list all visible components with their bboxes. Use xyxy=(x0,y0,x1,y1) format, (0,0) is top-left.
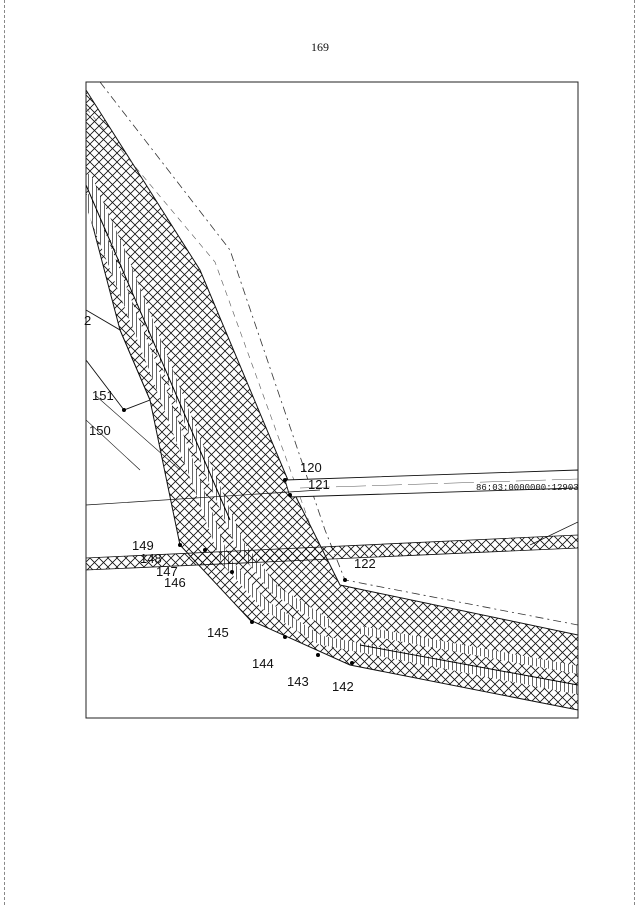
point-label: 120 xyxy=(300,460,322,475)
point-label: 147 xyxy=(156,564,178,579)
point-label: 144 xyxy=(252,656,274,671)
point-label: 146 xyxy=(164,575,186,590)
point-label: 149 xyxy=(132,538,154,553)
point-label: 151 xyxy=(92,388,114,403)
point-label: 145 xyxy=(207,625,229,640)
page-number: 169 xyxy=(311,40,329,54)
point-label: 150 xyxy=(89,423,111,438)
point-label: 148 xyxy=(140,551,162,566)
hatched-zone-main xyxy=(86,90,578,710)
point-label: 143 xyxy=(287,674,309,689)
point-label: 142 xyxy=(332,679,354,694)
cadastral-number: 86:03:0000000:12903 xyxy=(476,483,579,493)
point-label: 121 xyxy=(308,477,330,492)
point-label: 2 xyxy=(84,313,92,328)
point-label: 122 xyxy=(354,556,376,571)
